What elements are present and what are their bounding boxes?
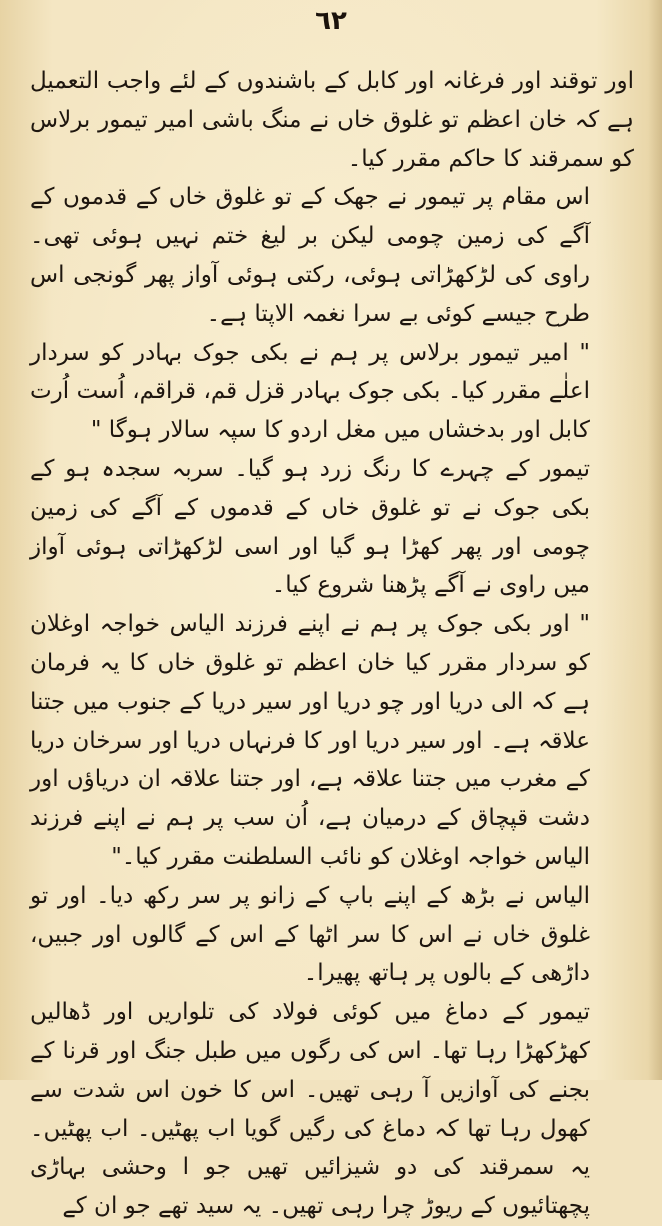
paragraph-timur-face-pales: تیمور کے چہرے کا رنگ زرد ہو گیا۔ سربہ سجدہ ہو کے بکی جوک نے تو غلوق خاں کے قدموں کے آگے کی زمین چومی اور پھر کھڑا ہو گیا اور اسی لڑکھڑاتی ہوئی آواز میں راوی نے آگے پڑھنا شروع کیا۔: [30, 455, 590, 599]
paragraph-edict-opening: اور توقند اور فرغانہ اور کابل کے باشندوں کے لئے واجب التعمیل ہے کہ خان اعظم تو غلوق خاں نے منگ باشی امیر تیمور برلاس کو سمرقند کا حاکم مقرر کیا۔: [30, 68, 634, 172]
paragraph-ilyas-viceroy: " اور بکی جوک پر ہم نے اپنے فرزند الیاس خواجہ اوغلان کو سردار مقرر کیا خان اعظم تو غلوق خاں کا یہ فرمان ہے کہ الی دریا اور چو دریا اور سیر دریا کے جنوب میں جتنا علاقہ ہے۔ اور سیر دریا اور کا فرنہاں دریا اور سرخان دریا کے مغرب میں جتنا علاقہ ہے، اور جتنا علاقہ ان دریاؤں اور دشت قپچاق کے درمیان ہے، اُن سب پر ہم نے اپنے فرزند الیاس خواجہ اوغلان کو نائب السلطنت مقرر کیا۔": [30, 611, 590, 870]
paragraph-timur-kisses-ground: اس مقام پر تیمور نے جھک کے تو غلوق خاں کے قدموں کے آگے کی زمین چومی لیکن بر لیغ ختم نہیں ہوئی تھی۔ راوی کی لڑکھڑاتی ہوئی، رکتی ہوئی آواز پھر گونجی اس طرح جیسے کوئی بے سرا نغمہ الاپتا ہے۔: [30, 184, 590, 327]
paragraph-timur-rage: تیمور کے دماغ میں کوئی فولاد کی تلواریں اور ڈھالیں کھڑکھڑا رہا تھا۔ اس کی رگوں میں طبل جنگ اور قرنا کے بجنے کی آوازیں آ رہی تھیں۔ اس کا خون اس شدت سے کھول رہا تھا کہ دماغ کی رگیں گویا اب پھٹیں۔ اب پھٹیں۔ یہ سمرقند کی دو شیزائیں تھیں جو ا وحشی بہاڑی پچھتائیوں کے ریوڑ چرا رہی تھیں۔ یہ سید تھے جو ان کے: [30, 999, 590, 1220]
page-edge-shadow: [648, 0, 662, 1080]
page-body-text: [30, 62, 634, 1226]
paragraph-ilyas-kneels: الیاس نے بڑھ کے اپنے باپ کے زانو پر سر رکھ دیا۔ اور تو غلوق خاں نے اس کا سر اٹھا کے اس کے گالوں اور جبیں، داڑھی کے بالوں پر ہاتھ پھیرا۔: [30, 882, 590, 987]
paragraph-bikijuk-appointment: " امیر تیمور برلاس پر ہم نے بکی جوک بہادر کو سردار اعلٰے مقرر کیا۔ بکی جوک بہادر قزل قم، قراقم، اُست اُرت کابل اور بدخشاں میں مغل اردو کا سپہ سالار ہوگا ": [30, 339, 590, 444]
page-number: ٦٢: [315, 6, 347, 36]
